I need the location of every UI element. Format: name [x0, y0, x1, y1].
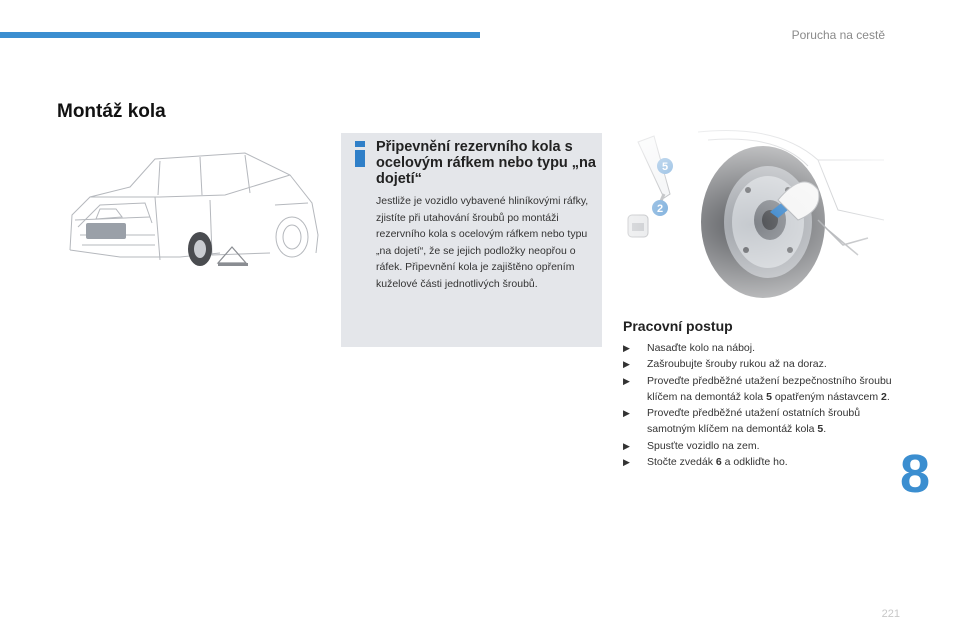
- step-text: a odkliďte ho.: [721, 456, 788, 469]
- procedure-step: [623, 373, 893, 406]
- step-text: .: [823, 423, 827, 436]
- arrow-bullet-icon: ▶: [623, 375, 630, 386]
- arrow-bullet-icon: ▶: [623, 359, 630, 370]
- wheel-mounting-illustration: [618, 130, 884, 302]
- procedure-step: [623, 405, 893, 438]
- procedure-step: [623, 438, 893, 454]
- car-on-jack-illustration: [60, 145, 325, 285]
- info-icon: [355, 141, 365, 167]
- item-number: 5: [766, 390, 772, 403]
- step-text: opatřeným nástavcem: [771, 390, 882, 403]
- step-text: Nasaďte kolo na náboj.: [647, 342, 756, 354]
- procedure-step: [623, 340, 893, 356]
- arrow-bullet-icon: ▶: [623, 408, 630, 419]
- step-text: .: [886, 390, 890, 403]
- step-text: Spusťte vozidlo na zem.: [647, 439, 760, 452]
- step-text: Stočte zvedák: [647, 456, 716, 469]
- item-number: 2: [881, 390, 887, 403]
- section-title: Montáž kola: [57, 101, 166, 122]
- step-text: Proveďte předběžné utažení ostatních šroubů samotným klíčem na demontáž kola: [647, 407, 861, 436]
- procedure-step: [623, 454, 893, 470]
- chapter-title: Porucha na cestě: [791, 28, 885, 42]
- arrow-bullet-icon: ▶: [623, 343, 630, 353]
- header-accent-bar: [0, 32, 480, 38]
- info-box-title: Připevnění rezervního kola s ocelovým ráfkem nebo typu „na dojetí“: [376, 139, 596, 187]
- procedure-title: Pracovní postup: [623, 318, 733, 334]
- item-number: 5: [817, 423, 824, 436]
- procedure-step: [623, 356, 893, 372]
- procedure-steps: [623, 340, 893, 470]
- item-number: 6: [715, 456, 722, 469]
- arrow-bullet-icon: ▶: [623, 440, 630, 451]
- info-box-body: Jestliže je vozidlo vybavené hliníkovými ráfky, zjistíte při utahování šroubů po montáži rezervního kola s ocelovým ráfkem nebo typu „na dojetí“, že se jejich podložky neopřou o ráfek. Připevnění kola je zajištěno opřením kuželové části jednotlivých šroubů.: [376, 195, 589, 290]
- page-number: 221: [881, 608, 900, 620]
- step-text: Proveďte předběžné utažení bezpečnostního šroubu klíčem na demontáž kola: [647, 374, 892, 403]
- chapter-number: 8: [900, 444, 931, 504]
- arrow-bullet-icon: ▶: [623, 457, 630, 468]
- info-box: [341, 133, 602, 347]
- step-text: Zašroubujte šrouby rukou až na doraz.: [647, 358, 827, 371]
